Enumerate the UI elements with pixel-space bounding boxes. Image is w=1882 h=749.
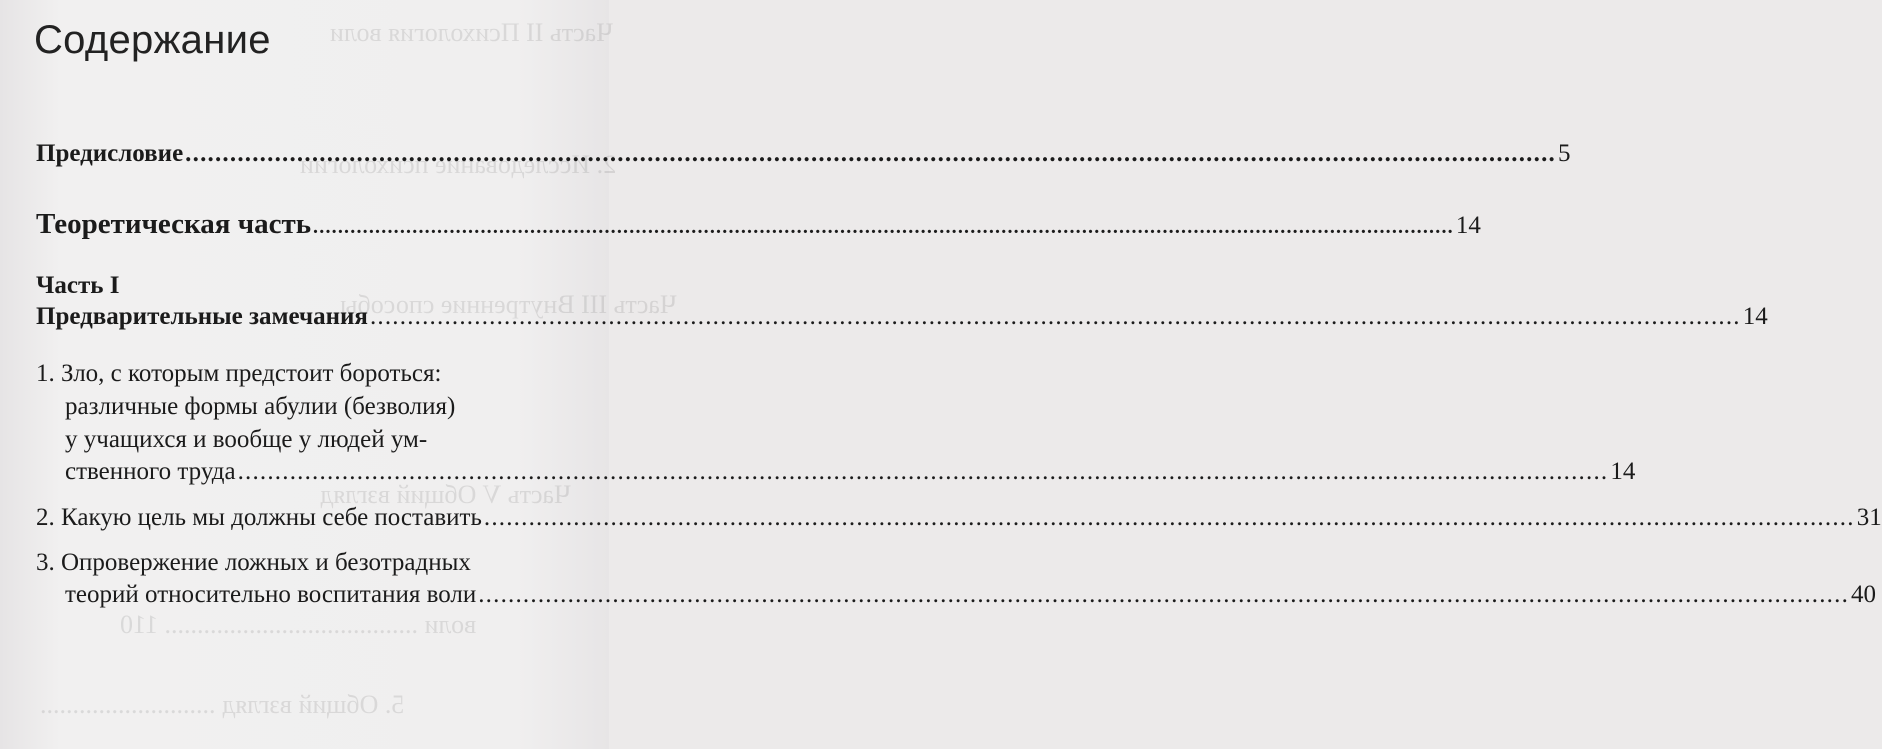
dot-leader bbox=[185, 140, 1556, 168]
toc-entry-3-line: 3. Опровержение ложных и безотрадных bbox=[36, 549, 471, 576]
toc-page-number: 5 bbox=[1557, 140, 1571, 167]
toc-entry-2 bbox=[36, 504, 1882, 532]
show-through-text: 2. Исследование психологии bbox=[300, 150, 617, 179]
toc-entry-1-line: 1. Зло, с которым предстоит бороться: bbox=[36, 360, 442, 387]
toc-part-label: Часть I bbox=[36, 272, 120, 299]
toc-entry-label: Предварительные замечания bbox=[36, 303, 368, 330]
toc-page-number: 14 bbox=[1455, 212, 1481, 239]
toc-entry-theory bbox=[36, 208, 1481, 241]
toc-entry-1-line: различные формы абулии (безволия) bbox=[65, 393, 456, 420]
show-through-text: Часть V Общий взгляд bbox=[320, 480, 571, 509]
dot-leader bbox=[478, 581, 1849, 609]
toc-entry-label: ственного труда bbox=[65, 458, 236, 485]
toc-page-number: 14 bbox=[1742, 303, 1768, 330]
toc-entry-label: теорий относительно воспитания воли bbox=[65, 581, 477, 608]
toc-entry-3-last-line bbox=[65, 581, 1877, 609]
toc-page-number: 31 bbox=[1856, 504, 1882, 531]
toc-entry-label: Теоретическая часть bbox=[36, 208, 312, 240]
toc-page-number: 40 bbox=[1851, 581, 1877, 608]
toc-entry-1-last-line bbox=[65, 458, 1636, 486]
show-through-text: Часть II Психология воли bbox=[330, 18, 614, 47]
show-through-text: воли ....................................... 110 bbox=[120, 610, 477, 639]
toc-entry-label: 2. Какую цель мы должны себе поставить bbox=[36, 504, 482, 531]
toc-page-number: 14 bbox=[1610, 458, 1636, 485]
toc-entry-1-line: у учащихся и вообще у людей ум- bbox=[65, 426, 428, 453]
toc-entry-label: Предисловие bbox=[36, 140, 184, 167]
page-title: Содержание bbox=[34, 18, 271, 62]
dot-leader bbox=[238, 458, 1609, 486]
dot-leader bbox=[484, 504, 1855, 532]
dot-leader bbox=[313, 216, 1454, 239]
dot-leader bbox=[370, 303, 1741, 331]
show-through-text: 5. Общий взгляд ........................... bbox=[40, 690, 405, 719]
toc-entry-preface bbox=[36, 140, 1571, 168]
show-through-text: Часть III Внутренние способы bbox=[340, 290, 677, 319]
